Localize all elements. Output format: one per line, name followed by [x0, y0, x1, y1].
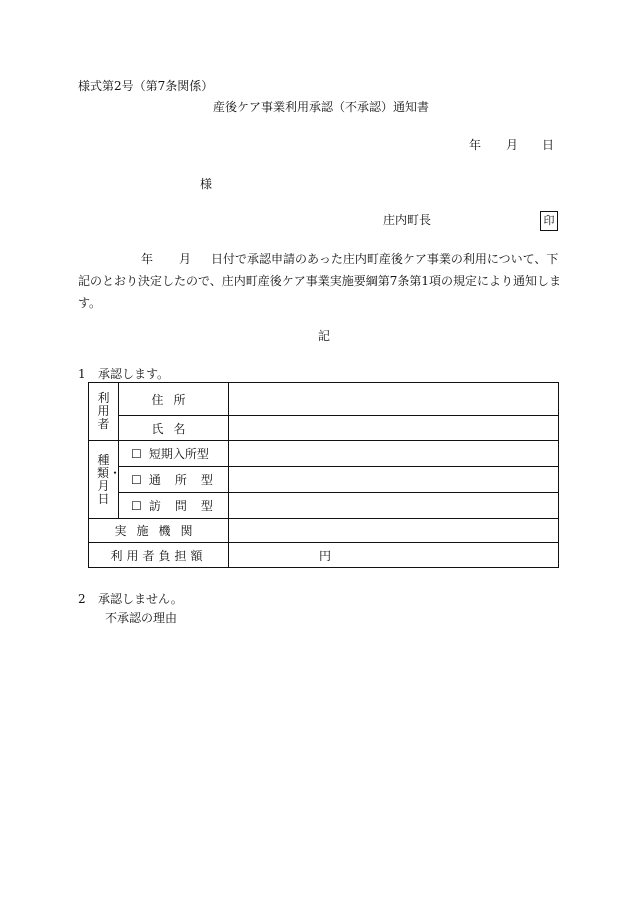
type-short-stay-label: 短期入所型 [148, 447, 209, 461]
body-month-label: 月 [179, 252, 192, 266]
type-day-visit-value[interactable] [229, 467, 559, 493]
address-label-cell [119, 383, 229, 416]
type-short-stay-value[interactable] [229, 441, 559, 467]
yen-unit: 円 [319, 548, 332, 563]
address-label: 住所 [151, 392, 196, 407]
ki-heading: 記 [318, 329, 331, 343]
section2-number: 2 [78, 592, 86, 606]
type-day-visit-cell[interactable] [119, 467, 229, 493]
date-day-label: 日 [542, 138, 555, 152]
table-row [89, 467, 559, 493]
document-title: 産後ケア事業利用承認（不承認）通知書 [213, 100, 430, 114]
checkbox-icon[interactable]: ☐ [131, 473, 142, 487]
form-number: 様式第2号（第7条関係） [78, 79, 214, 93]
user-group-cell [89, 383, 119, 441]
body-year-label: 年 [141, 252, 154, 266]
section1-number: 1 [78, 367, 86, 381]
user-group-label: 利用者 [97, 391, 110, 431]
name-value-cell[interactable] [229, 416, 559, 441]
table-row [89, 519, 559, 543]
facility-value-cell[interactable] [229, 519, 559, 543]
type-home-visit-value[interactable] [229, 493, 559, 519]
type-group-cell [89, 441, 122, 519]
burden-label-cell [89, 543, 229, 568]
section1-label: 承認します。 [98, 367, 170, 381]
approval-table [88, 382, 559, 568]
type-short-stay-cell[interactable] [119, 441, 229, 467]
notice-body [78, 248, 570, 314]
table-row [89, 493, 559, 519]
issuer-name: 庄内町長 [383, 213, 432, 227]
checkbox-icon[interactable]: ☐ [131, 447, 142, 461]
table-row [89, 416, 559, 441]
table-row [89, 441, 559, 467]
date-year-label: 年 [469, 138, 482, 152]
date-month-label: 月 [506, 138, 519, 152]
facility-label: 実施機関 [114, 524, 203, 538]
type-group-label: 種類・月日 [97, 452, 122, 506]
seal-mark: 印 [540, 211, 558, 231]
checkbox-icon[interactable]: ☐ [131, 499, 142, 513]
burden-value-cell[interactable] [229, 543, 559, 568]
type-home-visit-cell[interactable] [119, 493, 229, 519]
recipient-honorific: 様 [200, 177, 213, 191]
facility-label-cell [89, 519, 229, 543]
type-home-visit-label: 訪問型 [148, 499, 227, 513]
table-row [89, 543, 559, 568]
name-label-cell [119, 416, 229, 441]
address-value-cell[interactable] [229, 383, 559, 416]
table-row [89, 383, 559, 416]
body-text: 日付で承認申請のあった庄内町産後ケア事業の利用について、下記のとおり決定したので、庄内町産後ケア事業実施要綱第7条第1項の規定により通知します。 [78, 252, 562, 310]
name-label: 氏名 [151, 421, 196, 436]
type-day-visit-label: 通所型 [148, 473, 227, 487]
burden-label: 利用者負担額 [110, 548, 207, 563]
section2-label: 承認しません。 [98, 592, 183, 606]
rejection-reason-label: 不承認の理由 [105, 611, 178, 625]
